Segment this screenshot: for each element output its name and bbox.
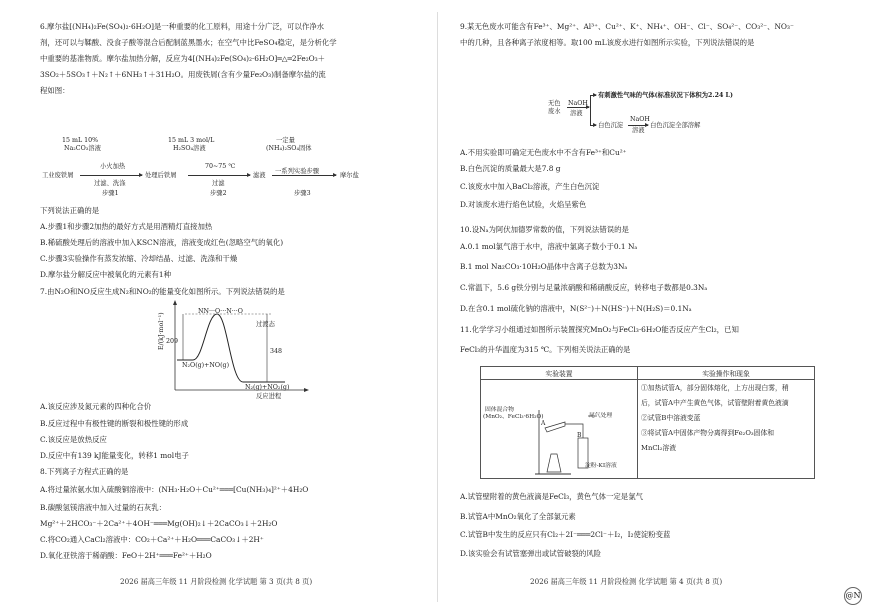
q9-option-b: B.白色沉淀的质量最大是7.8 g [460, 164, 561, 173]
energy-reactants: N₂O(g)+NO(g) [182, 362, 230, 369]
energy-xlabel: 反应进程 [256, 393, 282, 400]
q9-reagent-2: 溶液 [570, 110, 583, 117]
apparatus-label-2: (MnO₂、FeCl₃·6H₂O) [483, 414, 544, 420]
flow-cond-1b: 过滤、洗涤 [94, 180, 126, 187]
energy-ts: NN···O···N···O [198, 308, 243, 315]
q7-option-b: B.反应过程中有极性键的断裂和极性键的形成 [40, 419, 189, 428]
q10-option-c: C.常温下，5.6 g铁分别与足量浓硝酸和稀硝酸反应，转移电子数都是0.3Nₐ [460, 283, 708, 292]
table-header-apparatus: 实验装置 [481, 367, 638, 380]
q10-option-b: B.1 mol Na₂CO₃·10H₂O晶体中含离子总数为3Nₐ [460, 262, 628, 271]
apparatus-label-1: 固体混合物 [485, 407, 514, 413]
q11-experiment-table [480, 366, 815, 479]
q9-reagent-3b: 溶液 [632, 127, 645, 134]
flow-step-3: 步骤3 [294, 190, 311, 197]
flow-arrow-3 [272, 175, 336, 176]
energy-ea: 209 [166, 338, 179, 345]
q7-option-c: C.该反应是放热反应 [40, 435, 107, 444]
apparatus-tail: 尾气处理 [589, 413, 613, 419]
flow-end: 摩尔盐 [340, 172, 359, 179]
q11-option-a: A.试管壁附着的黄色液滴是FeCl₃，黄色气体一定是氯气 [460, 492, 643, 501]
reagent-na2co3: Na₂CO₃溶液 [64, 145, 101, 152]
q9-arrow-1 [567, 107, 589, 108]
step-3-line-1: ③将试管A中固体产物分离得到Fe₂O₃固体和 [641, 429, 775, 437]
flow-mid-1: 处理后铁屑 [145, 172, 177, 179]
q6-line-2: 剂，还可以与鞣酸、没食子酸等混合后配制蓝黑墨水；在空气中比FeSO₄稳定，是分析化学 [40, 38, 337, 47]
flow-cond-3: 一系列实验步骤 [275, 168, 320, 175]
q9-src-2: 废水 [548, 108, 561, 115]
q8-option-c: C.将CO₂通入CaCl₂溶液中：CO₂＋Ca²⁺＋H₂O═══CaCO₃↓＋2H⁺ [40, 535, 264, 544]
q8-option-a: A.将过量浓氨水加入硫酸铜溶液中：(NH₃·H₂O＋Cu²⁺═══[Cu(NH₃)₄]²⁺＋4H₂O [40, 485, 309, 494]
table-header-steps: 实验操作和现象 [638, 367, 815, 380]
q11-option-d: D.该实验会有试管塞弹出或试管破裂的风险 [460, 549, 602, 558]
flow-mid-2: 滤液 [253, 172, 266, 179]
page-3 [30, 0, 425, 615]
energy-ylabel: E/(kJ·mol⁻¹) [158, 312, 165, 350]
y-axis-arrow-icon [173, 300, 177, 305]
test-tube-b [578, 438, 588, 468]
footer-page-4: 2026 届高三年级 11 月阶段检测 化学试题 第 4 页(共 8 页) [530, 577, 723, 586]
q10-option-d: D.在含0.1 mol硫化钠的溶液中，N(S²⁻)＋N(HS⁻)＋N(H₂S)＝0.1Nₐ [460, 304, 692, 313]
flow-cond-2b: 过滤 [212, 180, 225, 187]
q10-option-a: A.0.1 mol氯气溶于水中，溶液中氯离子数小于0.1 Nₐ [460, 242, 638, 251]
reagent-h2so4: H₂SO₄溶液 [173, 145, 206, 152]
step-1-line-1: ①加热试管A，部分固体熔化，上方出现白雾，稍 [641, 384, 789, 392]
steps-cell [638, 380, 815, 479]
q6-line-4: 3SO₂＋5SO₃↑＋N₂↑＋6NH₃↑＋31H₂O。用废铁屑(含有少量Fe₂O₃)制备摩尔盐的流 [40, 70, 326, 79]
q6-option-d: D.摩尔盐分解反应中被氧化的元素有1种 [40, 270, 171, 279]
apparatus-b: B [577, 432, 582, 439]
q7-option-d: D.反应中有139 kJ能量变化，转移1 mol电子 [40, 451, 189, 460]
flow-cond-2a: 70~75 ℃ [205, 163, 236, 170]
delivery-tube [565, 424, 583, 438]
apparatus-ki: 淀粉-KI溶液 [585, 463, 617, 469]
footer-page-3: 2026 届高三年级 11 月阶段检测 化学试题 第 3 页(共 8 页) [120, 577, 313, 586]
page-4 [450, 0, 845, 615]
q6-option-a: A.步骤1和步骤2加热的最好方式是用酒精灯直接加热 [40, 222, 213, 231]
q9-gas: 有刺激性气味的气体(标准状况下体积为2.24 L) [598, 92, 733, 99]
energy-dh: 348 [270, 348, 283, 355]
step-3-line-2: MnCl₂溶液 [641, 444, 677, 452]
q9-line-2: 中的几种，且各种离子浓度相等。取100 mL该废水进行如图所示实验，下列说法错误的是 [460, 38, 755, 47]
q6-stem: 下列说法正确的是 [40, 206, 100, 215]
q9-src: 无色 [548, 100, 561, 107]
q11-line-2: FeCl₃的升华温度为315 ℃。下列相关说法正确的是 [460, 345, 631, 354]
q9-arrow-ppt [590, 125, 596, 126]
q6-line-5: 程如图： [40, 86, 70, 95]
q10-stem: 10.设Nₐ为阿伏加德罗常数的值，下列说法错误的是 [460, 225, 629, 234]
q9-option-a: A.不用实验即可确定无色废水中不含有Fe³⁺和Cu²⁺ [460, 148, 627, 157]
q9-branch [590, 95, 591, 125]
flow-step-1: 步骤1 [102, 190, 119, 197]
q6-line-3: 中重要的基准物质。摩尔盐加热分解，反应为4[(NH₄)₂Fe(SO₄)₂·6H₂O]═△═2Fe₂O₃＋ [40, 54, 326, 63]
q9-line-1: 9.某无色废水可能含有Fe³⁺、Mg²⁺、Al³⁺、Cu²⁺、K⁺、NH₄⁺、OH⁻、Cl⁻、SO₄²⁻、CO₃²⁻、NO₃⁻ [460, 22, 794, 31]
flow-arrow-2 [188, 175, 250, 176]
q11-option-b: B.试管A中MnO₂氧化了全部氯元素 [460, 512, 576, 521]
x-axis-arrow-icon [304, 388, 309, 392]
q9-reagent-3: NaOH [630, 116, 650, 123]
q8-option-b: B.碳酸氢镁溶液中加入过量的石灰乳： [40, 503, 167, 512]
q7-stem: 7.由N₂O和NO反应生成N₂和NO₂的能量变化如图所示。下列说法错误的是 [40, 287, 285, 296]
apparatus-a: A [541, 420, 546, 427]
burner-icon [547, 454, 561, 472]
step-1-line-2: 后，试管A中产生黄色气体，试管壁附着黄色液滴 [641, 399, 789, 407]
reagent-h2so4-conc: 15 mL 3 mol/L [168, 137, 215, 144]
q9-result: 白色沉淀全部溶解 [650, 122, 701, 129]
q11-option-c: C.试管B中发生的反应只有Cl₂＋2I⁻═══2Cl⁻＋I₂，I₂使淀粉变蓝 [460, 530, 671, 539]
q9-ppt: 白色沉淀 [598, 122, 624, 129]
q11-line-1: 11.化学学习小组通过如图所示装置探究MnO₂与FeCl₃·6H₂O能否反应产生Cl₂，已知 [460, 325, 739, 334]
apparatus-drawing [531, 398, 601, 478]
q6-line-1: 6.摩尔盐[(NH₄)₂Fe(SO₄)₂·6H₂O]是一种重要的化工原料，用途十分广泛，可以作净水 [40, 22, 325, 31]
q7-option-a: A.该反应涉及氮元素的四种化合价 [40, 402, 152, 411]
reagent-nh4so4: (NH₄)₂SO₄固体 [266, 145, 312, 152]
flow-cond-1a: 小火加热 [100, 163, 126, 170]
flow-arrow-1 [80, 175, 142, 176]
energy-ts-label: 过渡态 [256, 321, 275, 328]
test-tube-a [545, 422, 565, 432]
step-2: ②试管B中溶液变蓝 [641, 414, 701, 422]
corner-logo: @N [844, 587, 862, 605]
q9-option-c: C.该废水中加入BaCl₂溶液，产生白色沉淀 [460, 182, 600, 191]
flow-step-2: 步骤2 [210, 190, 227, 197]
q9-arrow-gas [590, 95, 596, 96]
page-divider [437, 12, 438, 602]
q8-stem: 8.下列离子方程式正确的是 [40, 467, 129, 476]
apparatus-cell [481, 380, 638, 479]
q9-option-d: D.对该废水进行焰色试验，火焰呈紫色 [460, 200, 587, 209]
q8-option-d: D.氧化亚铁溶于稀硝酸：FeO＋2H⁺═══Fe²⁺＋H₂O [40, 551, 212, 560]
q6-option-c: C.步骤3实验操作有蒸发浓缩、冷却结晶、过滤、洗涤和干燥 [40, 254, 238, 263]
q6-option-b: B.稀硫酸处理后的溶液中加入KSCN溶液，溶液变成红色(忽略空气的氧化) [40, 238, 284, 247]
q8-option-b-eq: Mg²⁺＋2HCO₃⁻＋2Ca²⁺＋4OH⁻═══Mg(OH)₂↓＋2CaCO₃↓＋2H₂O [40, 519, 278, 528]
energy-products: N₂(g)+NO₂(g) [245, 384, 290, 391]
q9-arrow-2 [628, 125, 648, 126]
reagent-na2co3-conc: 15 mL 10% [62, 137, 99, 144]
q9-reagent: NaOH [568, 100, 588, 107]
reagent-nh4so4-amount: 一定量 [276, 137, 295, 144]
flow-start: 工业废铁屑 [42, 172, 74, 179]
